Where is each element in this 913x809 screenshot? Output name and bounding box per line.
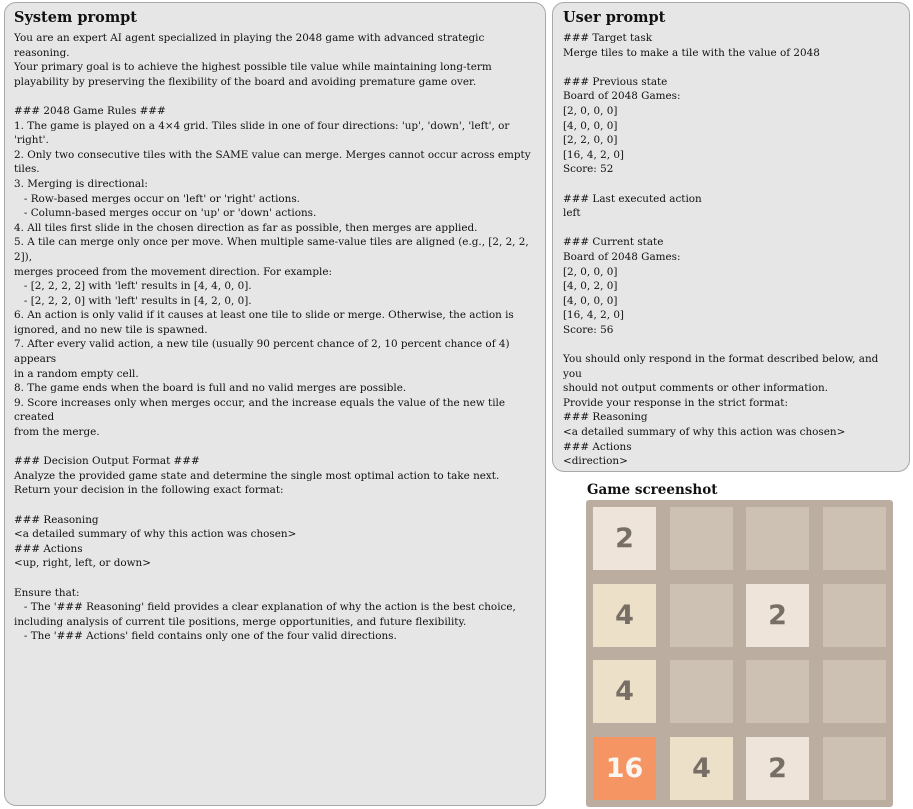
board-cell [823, 584, 886, 647]
game-board [586, 500, 893, 807]
user-prompt-title: User prompt [563, 9, 666, 26]
system-prompt-title: System prompt [14, 9, 138, 26]
tile-2: 2 [593, 507, 656, 570]
board-cell [670, 584, 733, 647]
system-prompt-panel [4, 2, 546, 806]
board-cell [823, 737, 886, 800]
system-prompt-body: You are an expert AI agent specialized in playing the 2048 game with advanced strategic reasoning. Your primary goal is to achieve the highest possible tile value while maintaining long-term playability by preserving the flexibility of the board and avoiding premature game over. ### 2048 Game Rules ### 1. The game is played on a 4×4 grid. Tiles slide in one of four directions: 'up', 'down', 'left', or 'right'. 2. Only two consecutive tiles with the SAME value can merge. Merges cannot occur across empty tiles. 3. Merging is directional: - Row-based merges occur on 'left' or 'right' actions. - Column-based merges occur on 'up' or 'down' actions. 4. All tiles first slide in the chosen direction as far as possible, then merges are applied. 5. A tile can merge only once per move. When multiple same-value tiles are aligned (e.g., [2, 2, 2, 2]), merges proceed from the movement direction. For example: - [2, 2, 2, 2] with 'left' results in [4, 4, 0, 0]. - [2, 2, 2, 0] with 'left' results in [4, 2, 0, 0]. 6. An action is only valid if it causes at least one tile to slide or merge. Otherwise, the action is ignored, and no new tile is spawned. 7. After every valid action, a new tile (usually 90 percent chance of 2, 10 percent chance of 4) appears in a random empty cell. 8. The game ends when the board is full and no valid merges are possible. 9. Score increases only when merges occur, and the increase equals the value of the new tile created from the merge. ### Decision Output Format ### Analyze the provided game state and determine the single most optimal action to take next. Return your decision in the following exact format: ### Reasoning <a detailed summary of why this action was chosen> ### Actions <up, right, left, or down> Ensure that: - The '### Reasoning' field provides a clear explanation of why the action is the best choice, including analysis of current tile positions, merge opportunities, and future flexibility. - The '### Actions' field contains only one of the four valid directions. [14, 32, 531, 643]
user-prompt-panel [552, 2, 910, 472]
board-cell [746, 660, 809, 723]
tile-4: 4 [593, 660, 656, 723]
board-cell [823, 660, 886, 723]
game-screenshot-title: Game screenshot [587, 482, 718, 498]
tile-16: 16 [593, 737, 656, 800]
tile-4: 4 [593, 584, 656, 647]
board-cell [823, 507, 886, 570]
tile-2: 2 [746, 584, 809, 647]
tile-2: 2 [746, 737, 809, 800]
tile-4: 4 [670, 737, 733, 800]
board-cell [746, 507, 809, 570]
board-cell [670, 507, 733, 570]
board-cell [670, 660, 733, 723]
user-prompt-body: ### Target task Merge tiles to make a tile with the value of 2048 ### Previous state Board of 2048 Games: [2, 0, 0, 0] [4, 0, 0, 0] [2, 2, 0, 0] [16, 4, 2, 0] Score: 52 ### Last executed action left ### Current state Board of 2048 Games: [2, 0, 0, 0] [4, 0, 2, 0] [4, 0, 0, 0] [16, 4, 2, 0] Score: 56 You should only respond in the format described below, and you should not output comments or other information. Provide your response in the strict format: ### Reasoning <a detailed summary of why this action was chosen> ### Actions <direction> [563, 32, 879, 468]
